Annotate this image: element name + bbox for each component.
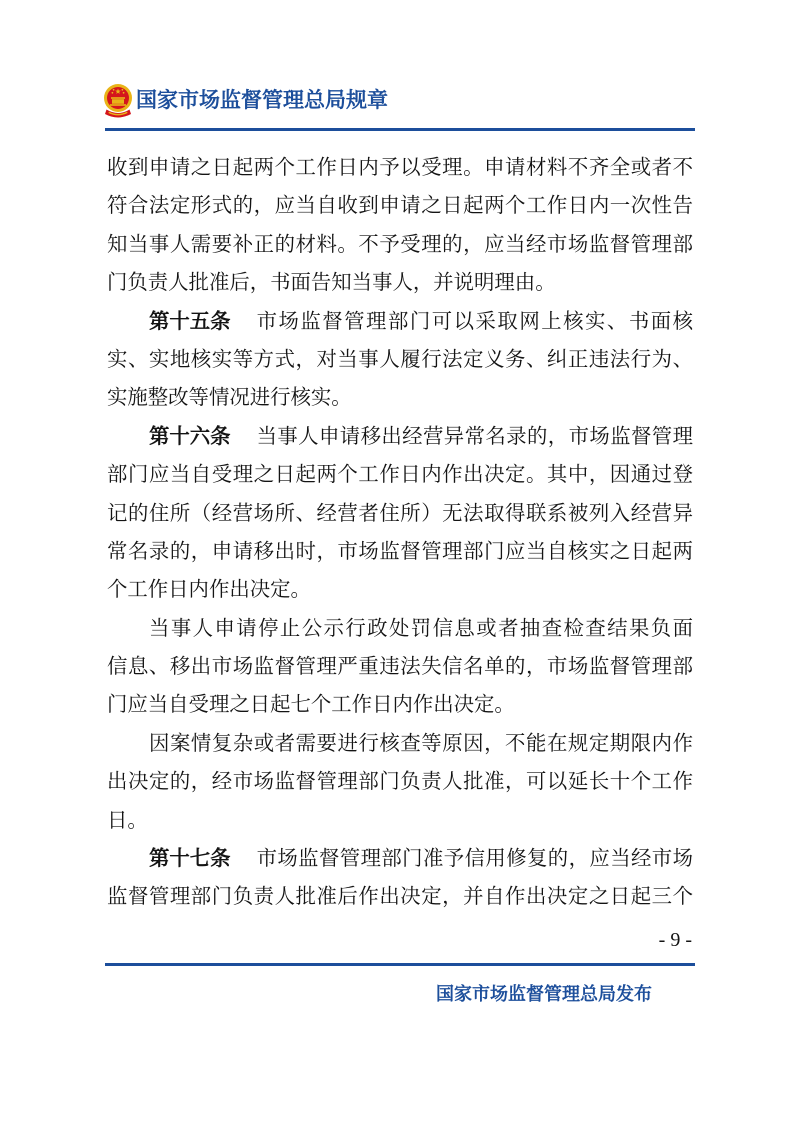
paragraph [107,609,693,724]
article-16-paragraph [107,417,693,609]
line-text: 日。 [107,807,148,832]
line-text: 门应当自受理之日起七个工作日内作出决定。 [107,692,515,717]
body-line [107,225,693,263]
page-number: - 9 - [658,929,692,951]
body-line [107,340,693,378]
header-divider [105,128,695,131]
line-text: 实、实地核实等方式，对当事人履行法定义务、纠正违法行为、 [107,346,693,371]
footer-divider [105,963,695,966]
header-title: 国家市场监督管理总局规章 [136,88,388,112]
body-line [107,186,693,224]
line-text: 当事人申请移出经营异常名录的，市场监督管理 [256,423,693,448]
article-heading: 第十七条 [149,846,231,871]
line-text: 实施整改等情况进行核实。 [107,385,352,410]
paragraph [107,148,693,302]
body-line [107,417,693,455]
body-line [107,609,693,647]
line-text: 符合法定形式的，应当自收到申请之日起两个工作日内一次性告 [107,193,693,218]
body-line [107,647,693,685]
article-heading: 第十六条 [149,423,231,448]
article-heading: 第十五条 [149,308,231,333]
article-15-paragraph [107,302,693,417]
article-17-paragraph [107,839,693,916]
line-text: 信息、移出市场监督管理严重违法失信名单的，市场监督管理部 [107,654,693,679]
body-line [107,570,693,608]
line-text: 部门应当自受理之日起两个工作日内作出决定。其中，因通过登 [107,462,693,487]
document-body [107,148,693,916]
line-text: 因案情复杂或者需要进行核查等原因，不能在规定期限内作 [149,730,693,755]
body-line [107,877,693,915]
line-text: 当事人申请停止公示行政处罚信息或者抽查检查结果负面 [149,615,693,640]
body-line [107,263,693,301]
body-line [107,302,693,340]
line-text: 收到申请之日起两个工作日内予以受理。申请材料不齐全或者不 [107,155,693,179]
paragraph [107,724,693,839]
line-text: 个工作日内作出决定。 [107,577,311,602]
body-line [107,801,693,839]
line-text: 监督管理部门负责人批准后作出决定，并自作出决定之日起三个 [107,884,693,909]
line-text: 常名录的，申请移出时，市场监督管理部门应当自核实之日起两 [107,538,693,563]
line-text: 记的住所（经营场所、经营者住所）无法取得联系被列入经营异 [107,500,693,525]
body-line [107,762,693,800]
body-line [107,378,693,416]
line-text: 市场监督管理部门可以采取网上核实、书面核 [256,308,693,333]
body-line [107,685,693,723]
body-line [107,532,693,570]
body-line [107,455,693,493]
line-text: 知当事人需要补正的材料。不予受理的，应当经市场监督管理部 [107,231,693,256]
line-text: 出决定的，经市场监督管理部门负责人批准，可以延长十个工作 [107,769,693,794]
body-line [107,148,693,186]
footer-publisher: 国家市场监督管理总局发布 [436,984,652,1005]
body-line [107,839,693,877]
body-line [107,724,693,762]
body-line [107,494,693,532]
line-text: 市场监督管理部门准予信用修复的，应当经市场 [256,846,693,871]
national-emblem-icon [103,83,133,120]
line-text: 门负责人批准后，书面告知当事人，并说明理由。 [107,270,556,295]
